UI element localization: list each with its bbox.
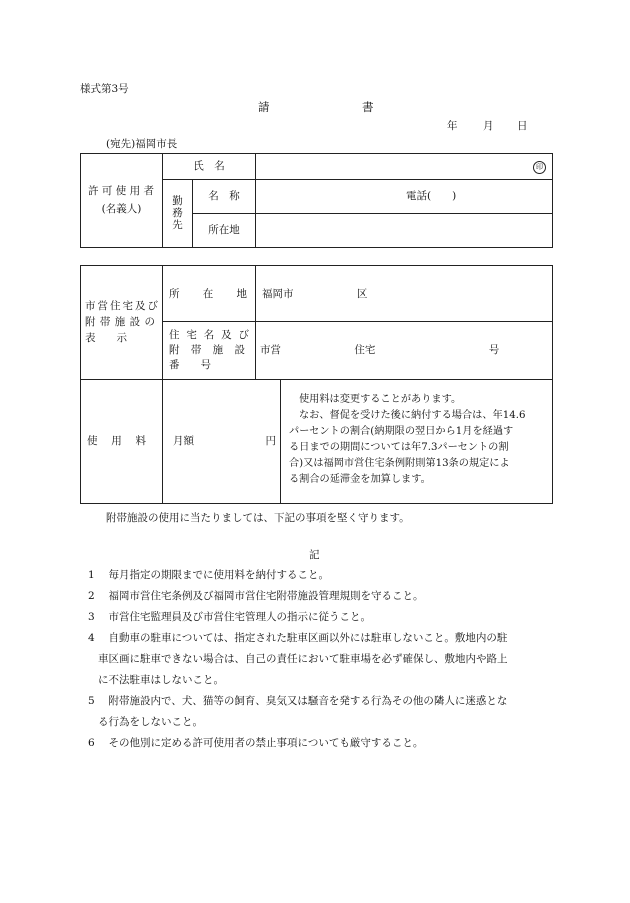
housing-field[interactable]: [256, 322, 553, 380]
list-item: [88, 733, 548, 754]
fee-note-line: る割合の延滞金を加算します。: [289, 474, 431, 485]
municipal-label: 市営: [260, 343, 281, 356]
item-number: 4: [88, 632, 95, 644]
fee-char-3: 料: [135, 434, 146, 447]
form-number: 様式第3号: [80, 83, 129, 95]
workplace-char-2: 務: [172, 206, 183, 219]
phone-label: 電話( ): [406, 189, 457, 202]
workplace-label: [163, 180, 193, 248]
number-label: 号: [488, 343, 500, 356]
item-text: 市営住宅監理員及び市営住宅管理人の指示に従うこと。: [108, 611, 372, 623]
fee-label-cell: [81, 380, 163, 504]
fee-note-line: なお、督促を受けた後に納付する場合は、年14.6: [299, 410, 526, 421]
date-day: 日: [517, 120, 528, 132]
fee-char-1: 使: [87, 434, 98, 447]
fee-note-line: 合)又は福岡市営住宅条例附則第13条の規定によ: [289, 458, 510, 469]
name-field[interactable]: [256, 154, 553, 180]
date-month: 月: [483, 120, 494, 132]
housing-label-1: 住 宅 名 及 び: [169, 328, 249, 341]
workplace-char-3: 先: [172, 219, 183, 231]
title-char-1: 請: [258, 100, 270, 114]
ki-heading: 記: [309, 549, 320, 561]
housing-label-3: 番 号: [169, 359, 211, 372]
fee-note-line: パーセントの割合(納期限の翌日から1月を経過す: [289, 426, 514, 437]
housing-word: 住宅: [354, 343, 376, 356]
housing-label-cell: [163, 322, 256, 380]
list-item: [88, 628, 548, 649]
display-label-2: 附 帯 施 設 の: [85, 315, 158, 328]
facility-table: [80, 265, 553, 504]
list-item: [88, 586, 548, 607]
location-label: 所 在 地: [169, 288, 247, 300]
fee-note-line: る日までの期間については年7.3パーセントの割: [289, 442, 509, 453]
location-label-cell: [163, 266, 256, 322]
list-item-continued: に不法駐車はしないこと。: [98, 674, 224, 686]
item-text: 福岡市営住宅条例及び福岡市営住宅附帯施設管理規則を守ること。: [108, 590, 424, 602]
facility-display-cell: [81, 266, 163, 380]
company-name-label: 名 称: [193, 180, 256, 214]
list-item-continued: 車区画に駐車できない場合は、自己の責任において駐車場を必ず確保し、敷地内や路上: [98, 653, 508, 665]
display-label-3: 表 示: [85, 332, 127, 345]
list-item: [88, 565, 548, 586]
item-text: 自動車の駐車については、指定された駐車区画以外には駐車しないこと。敷地内の駐: [108, 632, 508, 644]
fee-note-line: 使用料は変更することがあります。: [299, 394, 462, 405]
display-label-1: 市 営 住 宅 及 び: [85, 299, 158, 312]
title-char-2: 書: [362, 100, 374, 114]
address-label: 所在地: [193, 214, 256, 248]
rules-list: [88, 565, 548, 754]
permit-user-cell: [81, 154, 163, 248]
item-number: 5: [88, 695, 95, 707]
permit-user-label: 許 可 使 用 者: [88, 185, 155, 198]
date-year: 年: [447, 120, 458, 132]
city-label: 福岡市: [262, 288, 294, 300]
item-text: その他別に定める許可使用者の禁止事項についても厳守すること。: [108, 737, 424, 749]
housing-label-2: 附 帯 施 設: [169, 343, 249, 356]
pledge-text: 附帯施設の使用に当たりましては、下記の事項を堅く守ります。: [106, 512, 410, 524]
item-number: 2: [88, 590, 95, 602]
address-field[interactable]: [256, 214, 553, 248]
company-name-field[interactable]: [256, 180, 553, 214]
workplace-char-1: 勤: [172, 194, 183, 207]
item-number: 6: [88, 737, 95, 749]
ward-label: 区: [356, 288, 368, 300]
list-item-continued: る行為をしないこと。: [98, 716, 203, 728]
item-text: 毎月指定の期限までに使用料を納付すること。: [108, 569, 330, 581]
monthly-label: 月額: [173, 434, 194, 447]
applicant-table: [80, 153, 553, 248]
seal-mark: 印: [533, 161, 546, 174]
monthly-fee-field[interactable]: [163, 380, 281, 504]
fee-char-2: 用: [111, 434, 122, 447]
item-number: 1: [88, 569, 95, 581]
item-number: 3: [88, 611, 95, 623]
list-item: [88, 691, 548, 712]
location-field[interactable]: [256, 266, 553, 322]
name-label: 氏 名: [163, 154, 256, 180]
yen-label: 円: [265, 434, 276, 447]
permit-user-sub: (名義人): [101, 202, 142, 215]
list-item: [88, 607, 548, 628]
fee-notes-cell: [281, 380, 553, 504]
item-text: 附帯施設内で、犬、猫等の飼育、臭気又は騒音を発する行為その他の隣人に迷惑とな: [108, 695, 508, 707]
addressee: (宛先)福岡市長: [106, 138, 178, 150]
